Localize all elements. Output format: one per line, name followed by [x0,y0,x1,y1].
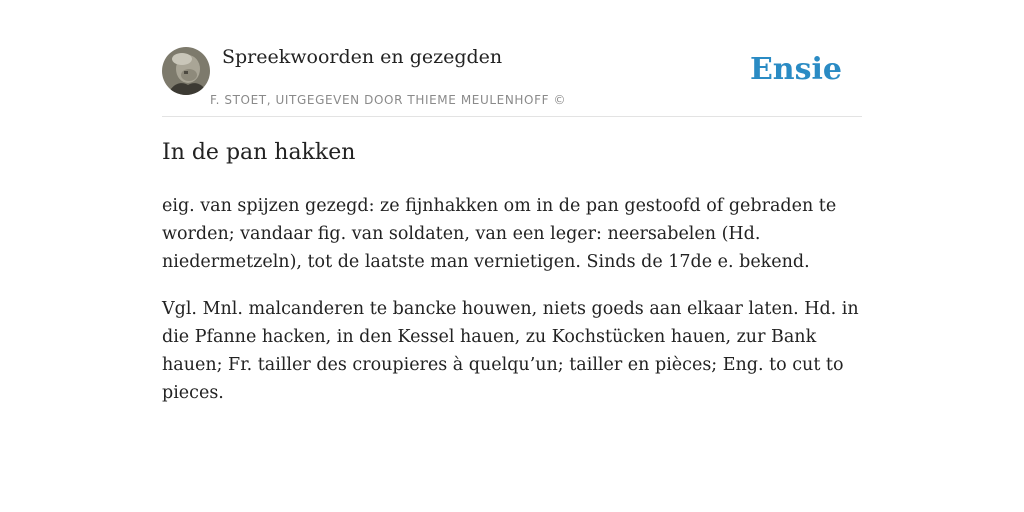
entry-body [162,192,862,426]
entry-title: In de pan hakken [162,140,356,165]
portrait-avatar-icon[interactable] [162,47,210,95]
ensie-logo-link[interactable]: Ensie [749,52,842,87]
dictionary-source: F. STOET, UITGEGEVEN DOOR THIEME MEULENHOFF © [210,93,567,107]
entry-paragraph: Vgl. Mnl. malcanderen te bancke houwen, niets goeds aan elkaar laten. Hd. in die Pfanne hacken, in den Kessel hauen, zu Kochstücken hauen, zur Bank hauen; Fr. tailler des croupieres à quelqu’un; tailler en pièces; Eng. to cut to pieces. [162,299,859,403]
dictionary-title[interactable]: Spreekwoorden en gezegden [222,46,503,68]
entry-paragraph: eig. van spijzen gezegd: ze fijnhakken om in de pan gestoofd of gebraden te worden; vandaar fig. van soldaten, van een leger: neersabelen (Hd. niedermetzeln), tot de laatste man vernietigen. Sinds de 17de e. bekend. [162,196,837,272]
dictionary-header [162,44,862,117]
